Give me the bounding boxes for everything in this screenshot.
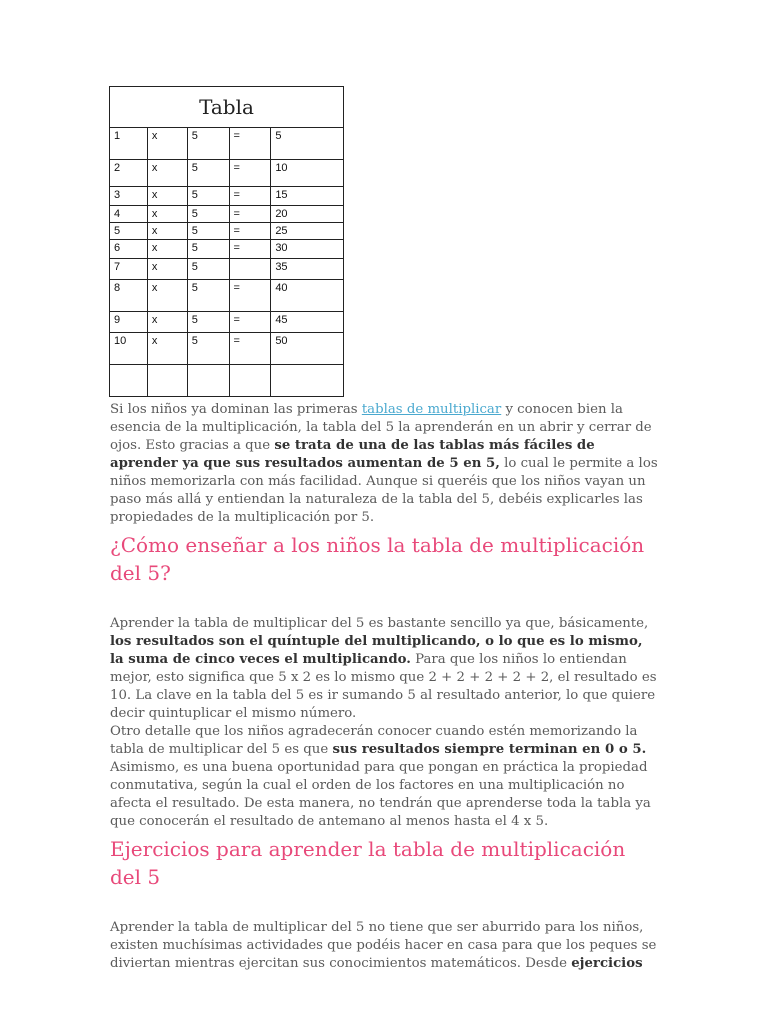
text: Aprender la tabla de multiplicar del 5 no tiene que ser aburrido para los niños, existen muchísimas actividades que podéis hacer en casa para que los peques se diviertan mientras ejercitan sus conocimientos matemáticos. Desde [110,920,657,971]
table-title: Tabla [110,87,344,128]
table-cell-b: 5 [187,312,229,333]
intro-paragraph [110,401,660,527]
article-body [110,401,660,973]
table-cell-eq [229,259,271,280]
table-cell-b: 5 [187,259,229,280]
table-row [110,240,344,259]
table-row [110,365,344,397]
table-cell-op: x [147,312,187,333]
table-cell-eq: = [229,333,271,365]
bold-text: los resultados son el quíntuple del multiplicando, o lo que es lo mismo, la suma de cinco veces el multiplicando. [110,634,643,667]
table-cell-b [187,365,229,397]
table-cell-res: 30 [271,240,344,259]
text: lo cual le permite a los niños memorizarla con más facilidad. Aunque si queréis que los niños vayan un paso más allá y entiendan la naturaleza de la tabla del 5, debéis explicarles las propiedades de la multiplicación por 5. [110,456,658,525]
table-cell-eq: = [229,160,271,187]
paragraph-ejercicios [110,919,660,973]
table-cell-b: 5 [187,333,229,365]
text: Asimismo, es una buena oportunidad para que pongan en práctica la propiedad conmutativa, según la cual el orden de los factores en una multiplicación no afecta el resultado. De esta manera, no tendrán que aprenderse toda la tabla ya que conocerán el resultado de antemano al menos hasta el 4 x 5. [110,760,651,829]
table-cell-op: x [147,160,187,187]
table-cell-a: 3 [110,187,148,206]
table-cell-a: 7 [110,259,148,280]
table-cell-res: 5 [271,128,344,160]
table-row [110,259,344,280]
table-cell-op: x [147,259,187,280]
text: Si los niños ya dominan las primeras [110,402,362,417]
table-cell-a: 2 [110,160,148,187]
tablas-link[interactable]: tablas de multiplicar [361,402,502,417]
table-cell-res: 15 [271,187,344,206]
paragraph-como-1 [110,615,660,723]
table-cell-op: x [147,206,187,223]
bold-text: ejercicios [571,956,643,971]
table-row [110,160,344,187]
text: Para que los niños lo entiendan mejor, esto significa que 5 x 2 es lo mismo que 2 + 2 + 2 + 2 + 2, el resultado es 10. La clave en la tabla del 5 es ir sumando 5 al resultado anterior, lo que quiere decir quintuplicar el mismo número. [110,652,657,721]
paragraph-como-2 [110,723,660,831]
table-row [110,128,344,160]
table-cell-eq [229,365,271,397]
table-row [110,187,344,206]
table-body [110,128,344,397]
table-row [110,333,344,365]
text: Otro detalle que los niños agradecerán conocer cuando estén memorizando la tabla de multiplicar del 5 es que [110,724,638,757]
table-cell-b: 5 [187,206,229,223]
text: Aprender la tabla de multiplicar del 5 es bastante sencillo ya que, básicamente, [110,616,649,631]
table-cell-eq: = [229,187,271,206]
table-cell-eq: = [229,312,271,333]
table-cell-b: 5 [187,223,229,240]
table-cell-eq: = [229,240,271,259]
section-heading-como: ¿Cómo enseñar a los niños la tabla de multiplicación del 5? [110,533,645,585]
table-cell-a: 10 [110,333,148,365]
table-row [110,223,344,240]
table-cell-eq: = [229,223,271,240]
bold-text: se trata de una de las tablas más fáciles de aprender ya que sus resultados aumentan de 5 en 5, [110,438,595,471]
table-cell-op: x [147,240,187,259]
table-cell-a: 8 [110,280,148,312]
table-cell-b: 5 [187,280,229,312]
table-cell-op: x [147,280,187,312]
table-cell-eq: = [229,206,271,223]
table-row [110,312,344,333]
table-cell-op: x [147,333,187,365]
table-cell-res: 10 [271,160,344,187]
bold-text: sus resultados siempre terminan en 0 o 5. [332,742,647,757]
table-row [110,280,344,312]
table-cell-a [110,365,148,397]
multiplication-table [109,86,344,397]
table-cell-a: 5 [110,223,148,240]
table-cell-a: 1 [110,128,148,160]
table-cell-eq: = [229,128,271,160]
table-row [110,206,344,223]
table-cell-a: 9 [110,312,148,333]
table-cell-res: 35 [271,259,344,280]
table-cell-res [271,365,344,397]
table-cell-op [147,365,187,397]
table-cell-res: 40 [271,280,344,312]
table-cell-res: 25 [271,223,344,240]
table-cell-b: 5 [187,160,229,187]
table-cell-a: 6 [110,240,148,259]
table-cell-res: 45 [271,312,344,333]
table-cell-b: 5 [187,128,229,160]
table-cell-b: 5 [187,187,229,206]
table-cell-op: x [147,187,187,206]
table-cell-a: 4 [110,206,148,223]
table-cell-res: 50 [271,333,344,365]
table-cell-res: 20 [271,206,344,223]
section-heading-ejercicios: Ejercicios para aprender la tabla de multiplicación del 5 [110,837,626,889]
table-cell-b: 5 [187,240,229,259]
text: y conocen bien la esencia de la multiplicación, la tabla del 5 la aprenderán en un abrir y cerrar de ojos. Esto gracias a que [110,402,652,453]
table-cell-op: x [147,223,187,240]
table-cell-op: x [147,128,187,160]
table-cell-eq: = [229,280,271,312]
